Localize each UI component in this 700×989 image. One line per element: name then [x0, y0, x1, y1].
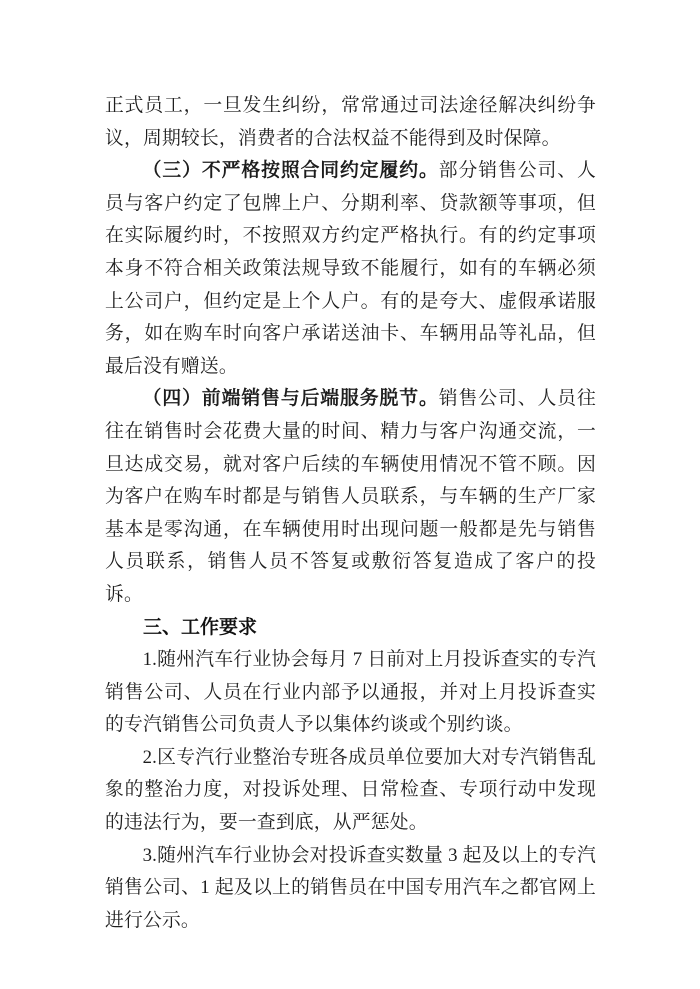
paragraph-continuation — [105, 90, 596, 155]
paragraph-item-3-text: 部分销售公司、人员与客户约定了包牌上户、分期利率、贷款额等事项，但在实际履约时，不按照双方约定严格执行。有的约定事项本身不符合相关政策法规导致不能履行，如有的车辆必须上公司户，但约定是上个人户。有的是夸大、虚假承诺服务，如在购车时向客户承诺送油卡、车辆用品等礼品，但最后没有赠送。 — [105, 160, 597, 377]
paragraph-continuation-text: 正式员工，一旦发生纠纷，常常通过司法途径解决纠纷争议，周期较长，消费者的合法权益不能得到及时保障。 — [105, 95, 596, 149]
paragraph-item-4-text: 销售公司、人员往往在销售时会花费大量的时间、精力与客户沟通交流，一旦达成交易，就对客户后续的车辆使用情况不管不顾。因为客户在购车时都是与销售人员联系，与车辆的生产厂家基本是零沟通，在车辆使用时出现问题一般都是先与销售人员联系，销售人员不答复或敷衍答复造成了客户的投诉。 — [105, 388, 597, 605]
paragraph-item-4-lead: （四）前端销售与后端服务脱节。 — [142, 388, 439, 410]
document-text-block — [105, 90, 596, 937]
paragraph-requirement-2: 2.区专汽行业整治专班各成员单位要加大对专汽销售乱象的整治力度，对投诉处理、日常检查、专项行动中发现的违法行为，要一查到底，从严惩处。 — [105, 746, 596, 834]
paragraph-item-3 — [105, 155, 596, 383]
paragraph-item-3-lead: （三）不严格按照合同约定履约。 — [142, 160, 439, 182]
paragraph-requirement-3: 3.随州汽车行业协会对投诉查实数量 3 起及以上的专汽销售公司、1 起及以上的销售员在中国专用汽车之都官网上进行公示。 — [105, 844, 596, 931]
paragraph-requirement-1: 1.随州汽车行业协会每月 7 日前对上月投诉查实的专汽销售公司、人员在行业内部予以通报，并对上月投诉查实的专汽销售公司负责人予以集体约谈或个别约谈。 — [105, 649, 596, 736]
paragraph-item-4 — [105, 383, 596, 611]
section-heading-3: 三、工作要求 — [143, 616, 258, 638]
